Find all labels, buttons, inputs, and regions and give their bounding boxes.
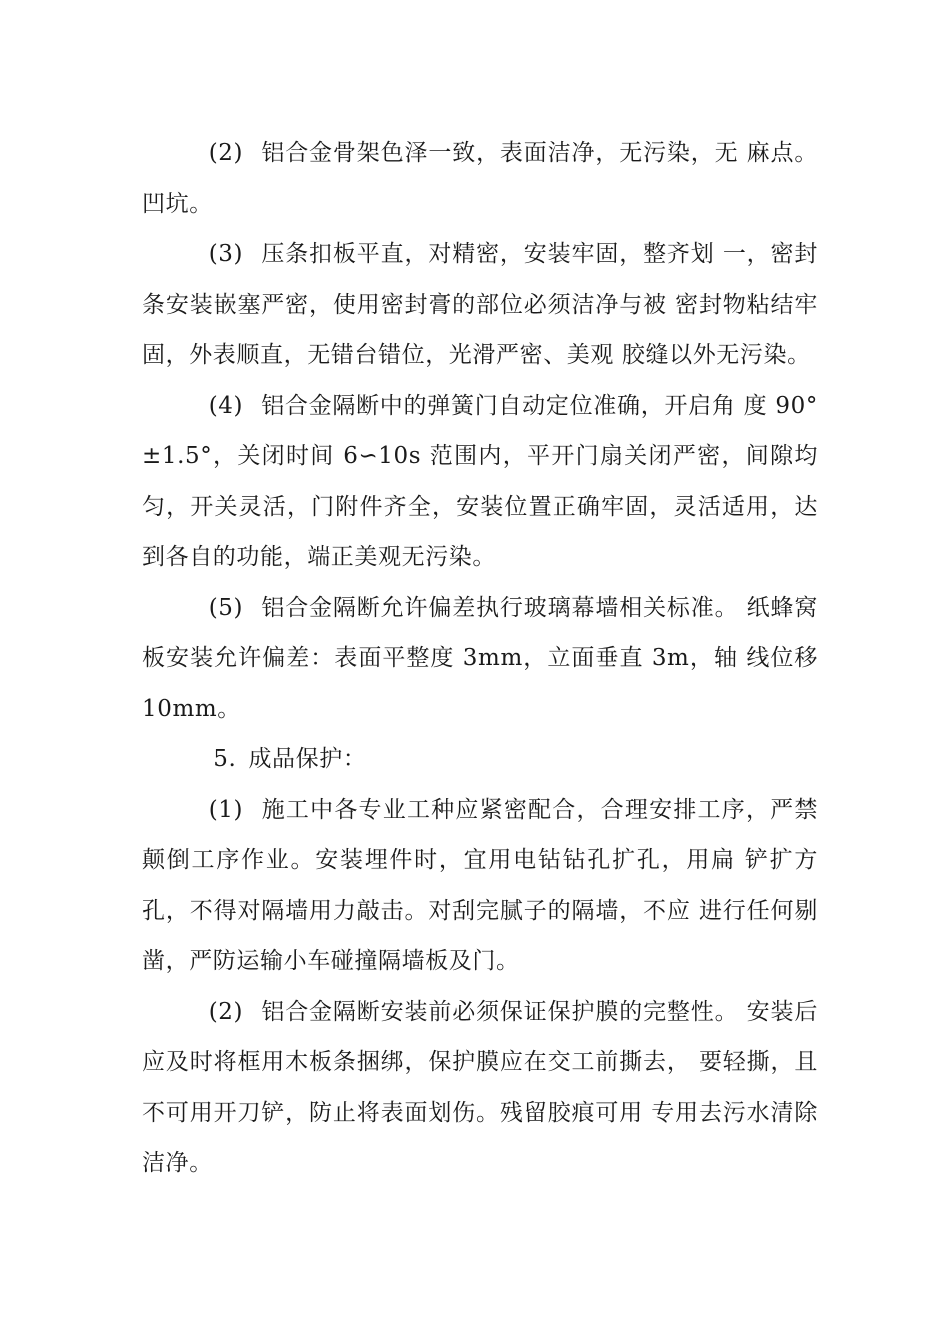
paragraph-item-4 [142,381,818,583]
paragraph-item-2 [142,128,818,229]
paragraph-number: (5) [208,594,244,621]
paragraph-number: (3) [208,241,244,267]
section-number: 5. [213,746,237,772]
paragraph-text: 铝合金隔断安装前必须保证保护膜的完整性。 安装后应及时将框用木板条捆绑，保护膜应在交工前撕去， 要轻撕，且不可用开刀铲，防止将表面划伤。残留胶痕可用 专用去污水清除洁净。 [142,998,818,1176]
paragraph-number: (1) [208,796,244,823]
paragraph-text: 施工中各专业工种应紧密配合，合理安排工序，严禁颠倒工序作业。安装埋件时，宜用电钻钻孔扩孔，用扁 铲扩方孔，不得对隔墙用力敲击。对刮完腻子的隔墙，不应 进行任何剔凿，严防运输小车碰撞隔墙板及门。 [142,796,818,974]
paragraph-number: (2) [208,998,244,1025]
paragraph-number: (2) [208,140,244,166]
protection-paragraph-1 [142,785,818,987]
paragraph-item-5 [142,583,818,735]
protection-paragraph-2 [142,987,818,1189]
paragraph-number: (4) [208,392,244,419]
section-heading [142,734,818,785]
paragraph-text: 铝合金隔断中的弹簧门自动定位准确，开启角 度 90° ±1.5°，关闭时间 6∽10s 范围内，平开门扇关闭严密，间隙均匀，开关灵活，门附件齐全，安装位置正确牢固，灵活适用，达到各自的功能，端正美观无污染。 [142,392,818,570]
paragraph-text: 铝合金隔断允许偏差执行玻璃幕墙相关标准。 纸蜂窝板安装允许偏差：表面平整度 3mm，立面垂直 3m，轴 线位移 10mm。 [142,594,818,722]
paragraph-text: 压条扣板平直，对精密，安装牢固，整齐划 一，密封条安装嵌塞严密，使用密封膏的部位必须洁净与被 密封物粘结牢固，外表顺直，无错台错位，光滑严密、美观 胶缝以外无污染。 [142,241,818,368]
paragraph-text: 铝合金骨架色泽一致，表面洁净，无污染，无 麻点。凹坑。 [142,140,818,217]
document-page [142,128,818,1189]
section-title: 成品保护： [248,746,367,772]
paragraph-item-3 [142,229,818,381]
